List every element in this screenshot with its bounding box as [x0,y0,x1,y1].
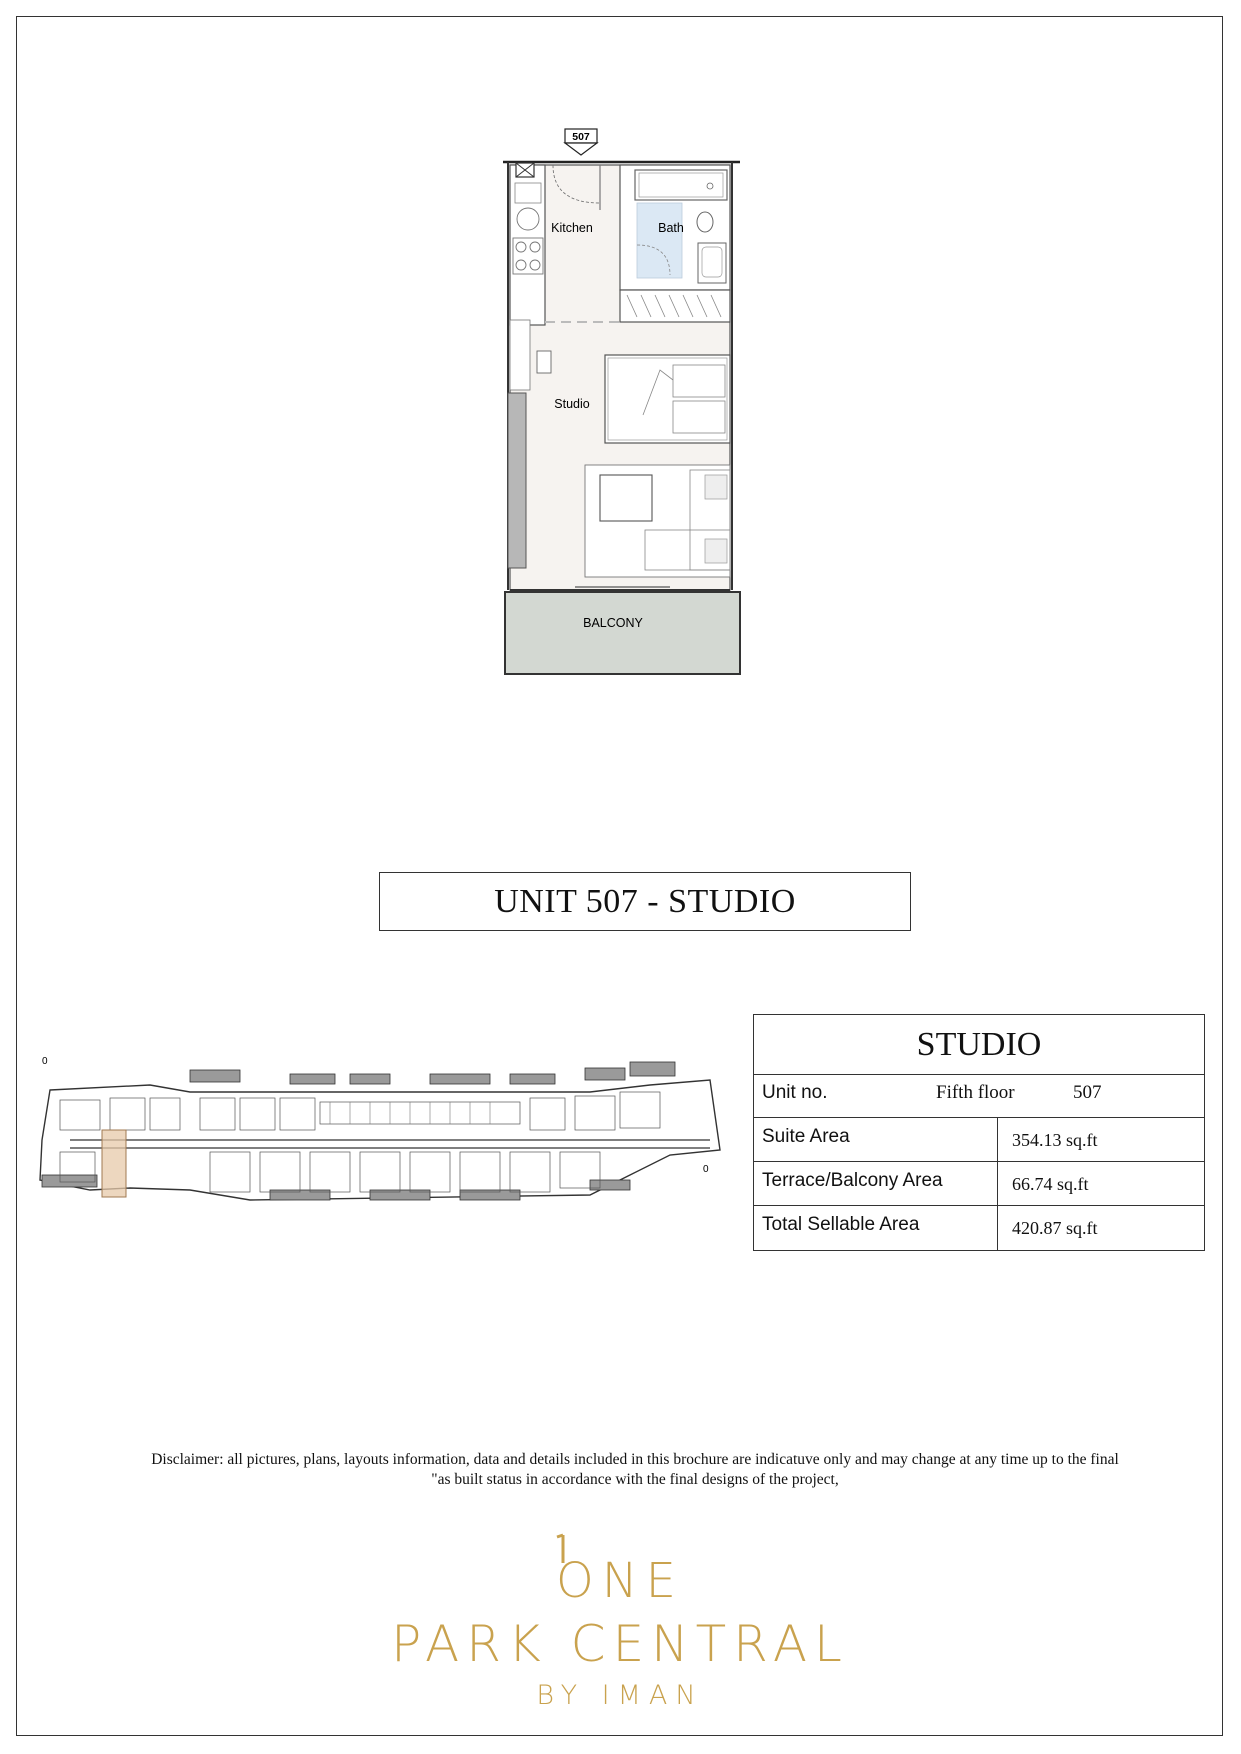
logo-line-one: ONE [555,1553,684,1609]
balcony-area [505,592,740,674]
spec-row-total-area [754,1206,1204,1250]
spec-row-value: 420.87 sq.ft [1012,1218,1098,1238]
floor-key-plan [30,1040,730,1220]
coffee-table [600,475,652,521]
room-label-studio: Studio [554,397,590,411]
spec-row-balcony-area [754,1162,1204,1206]
spec-row-value: 354.13 sq.ft [1012,1130,1098,1150]
spec-unit-value: 507 [1073,1082,1102,1103]
unit-title: UNIT 507 - STUDIO [494,882,796,920]
spec-unit-label: Unit no. [762,1082,828,1103]
spec-row-label: Total Sellable Area [762,1214,920,1235]
spec-table-title: STUDIO [754,1015,1204,1075]
room-label-bath: Bath [658,221,684,235]
unit-floor-plan [495,125,745,755]
disclaimer-line-2: "as built status in accordance with the final designs of the project, [431,1471,839,1488]
unit-spec-table [753,1014,1205,1251]
key-plan-mark-left: 0 [42,1056,48,1067]
unit-title-box [379,872,911,931]
wardrobe [620,290,730,322]
bath-tile-floor [637,203,682,278]
desk-chair [537,351,551,373]
room-label-kitchen: Kitchen [551,221,593,235]
unit-highlight-marker [102,1130,126,1197]
spec-floor-value: Fifth floor [936,1082,1015,1103]
disclaimer [60,1450,1210,1490]
room-label-balcony: BALCONY [583,616,643,630]
key-plan-mark-right: 0 [703,1164,709,1175]
spec-row-suite-area [754,1118,1204,1162]
spec-row-label: Terrace/Balcony Area [762,1170,943,1191]
spec-row-label: Suite Area [762,1126,850,1147]
brand-logo [360,1525,880,1715]
toilet [697,212,713,232]
window-glazing [508,393,526,568]
spec-row-unit [754,1074,1204,1118]
unit-tag-label: 507 [572,131,590,143]
logo-line-by-iman: BY IMAN [536,1680,704,1711]
logo-line-park-central: PARK CENTRAL [391,1615,849,1673]
disclaimer-line-1: Disclaimer: all pictures, plans, layouts information, data and details included in this brochure are indicatuve only and may change at any time up to the final [151,1451,1119,1468]
kitchen-sink [515,183,541,203]
spec-row-value: 66.74 sq.ft [1012,1174,1089,1194]
unit-tag-marker [565,129,597,155]
